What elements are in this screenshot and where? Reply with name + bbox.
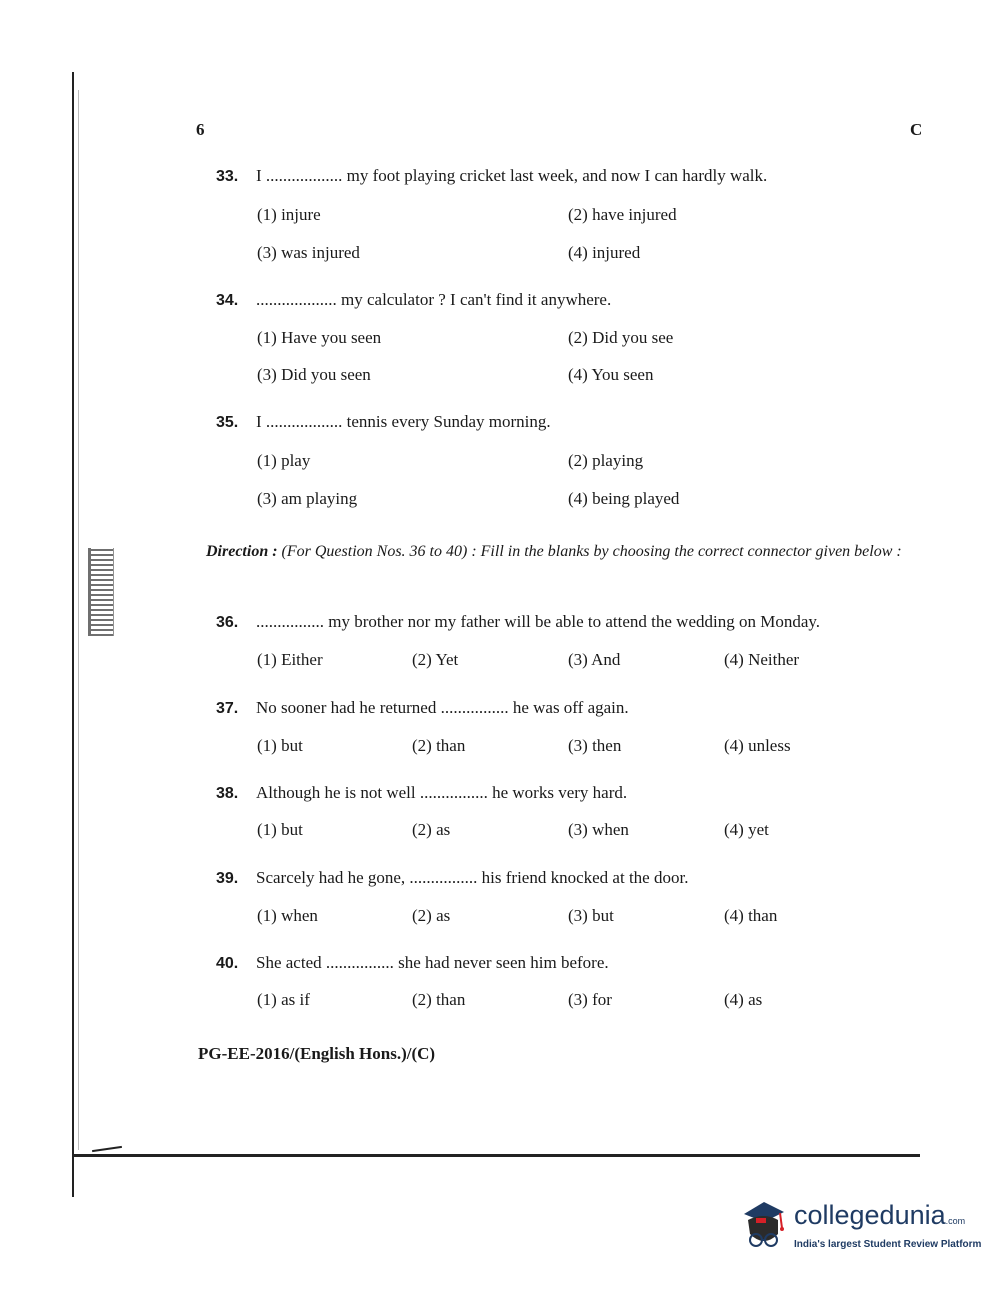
- logo-tagline: India's largest Student Review Platform: [794, 1239, 982, 1250]
- question-text: Scarcely had he gone, ................ his friend knocked at the door.: [256, 868, 689, 887]
- option-35-3: (3) am playing: [257, 489, 358, 508]
- question-number: 35.: [216, 414, 239, 431]
- question-number: 37.: [216, 700, 239, 717]
- exam-code: PG-EE-2016/(English Hons.)/(C): [198, 1044, 436, 1063]
- option-34-1: (1) Have you seen: [257, 328, 382, 347]
- question-number: 38.: [216, 785, 239, 802]
- option-33-2: (2) have injured: [568, 205, 677, 224]
- option-34-4: (4) You seen: [568, 365, 654, 384]
- option-39-1: (1) when: [257, 906, 318, 925]
- option-38-3: (3) when: [568, 820, 629, 839]
- question-number: 40.: [216, 955, 239, 972]
- bottom-tick-mark: [92, 1146, 122, 1152]
- option-33-4: (4) injured: [568, 243, 641, 262]
- option-36-4: (4) Neither: [724, 650, 800, 669]
- mascot-icon: [738, 1196, 792, 1256]
- set-code: C: [910, 120, 923, 139]
- question-36: [216, 612, 820, 632]
- question-number: 34.: [216, 292, 239, 309]
- option-35-1: (1) play: [257, 451, 311, 470]
- option-39-4: (4) than: [724, 906, 778, 925]
- binding-stamp-mark: [88, 548, 114, 636]
- option-36-2: (2) Yet: [412, 650, 459, 669]
- option-37-3: (3) then: [568, 736, 622, 755]
- logo-name: collegedunia: [794, 1200, 946, 1230]
- option-35-2: (2) playing: [568, 451, 644, 470]
- option-40-3: (3) for: [568, 990, 612, 1009]
- left-margin-rule-faint: [78, 90, 79, 1150]
- question-text: ................... my calculator ? I can't find it anywhere.: [256, 290, 612, 309]
- option-40-2: (2) than: [412, 990, 466, 1009]
- question-number: 36.: [216, 614, 239, 631]
- question-number: 33.: [216, 168, 239, 185]
- question-40: [216, 953, 609, 973]
- option-40-1: (1) as if: [257, 990, 310, 1009]
- option-36-1: (1) Either: [257, 650, 323, 669]
- option-37-1: (1) but: [257, 736, 303, 755]
- page-number: 6: [196, 120, 205, 139]
- option-38-2: (2) as: [412, 820, 451, 839]
- question-39: [216, 868, 688, 888]
- collegedunia-logo[interactable]: [738, 1196, 982, 1260]
- question-text: She acted ................ she had never seen him before.: [256, 953, 609, 972]
- option-34-2: (2) Did you see: [568, 328, 674, 347]
- question-38: [216, 783, 627, 803]
- question-33: [216, 166, 767, 186]
- question-35: [216, 412, 551, 432]
- question-number: 39.: [216, 870, 239, 887]
- option-37-2: (2) than: [412, 736, 466, 755]
- bottom-rule: [74, 1154, 920, 1157]
- option-36-3: (3) And: [568, 650, 621, 669]
- question-37: [216, 698, 629, 718]
- option-33-1: (1) injure: [257, 205, 321, 224]
- question-text: ................ my brother nor my father will be able to attend the wedding on Monday.: [256, 612, 821, 631]
- question-text: No sooner had he returned ................ he was off again.: [256, 698, 629, 717]
- option-33-3: (3) was injured: [257, 243, 360, 262]
- option-37-4: (4) unless: [724, 736, 791, 755]
- left-margin-rule: [72, 72, 74, 1197]
- option-38-1: (1) but: [257, 820, 303, 839]
- direction-text: (For Question Nos. 36 to 40) : Fill in the blanks by choosing the correct connector given below :: [281, 543, 902, 560]
- question-text: Although he is not well ................ he works very hard.: [256, 783, 628, 802]
- option-38-4: (4) yet: [724, 820, 769, 839]
- question-text: I .................. my foot playing cricket last week, and now I can hardly walk.: [256, 166, 768, 185]
- direction-instruction: [206, 538, 918, 565]
- option-40-4: (4) as: [724, 990, 763, 1009]
- option-35-4: (4) being played: [568, 489, 680, 508]
- direction-label: Direction :: [206, 543, 278, 560]
- logo-suffix: .com: [945, 1216, 966, 1226]
- option-39-3: (3) but: [568, 906, 614, 925]
- question-34: [216, 290, 611, 310]
- option-39-2: (2) as: [412, 906, 451, 925]
- option-34-3: (3) Did you seen: [257, 365, 371, 384]
- question-text: I .................. tennis every Sunday morning.: [256, 412, 551, 431]
